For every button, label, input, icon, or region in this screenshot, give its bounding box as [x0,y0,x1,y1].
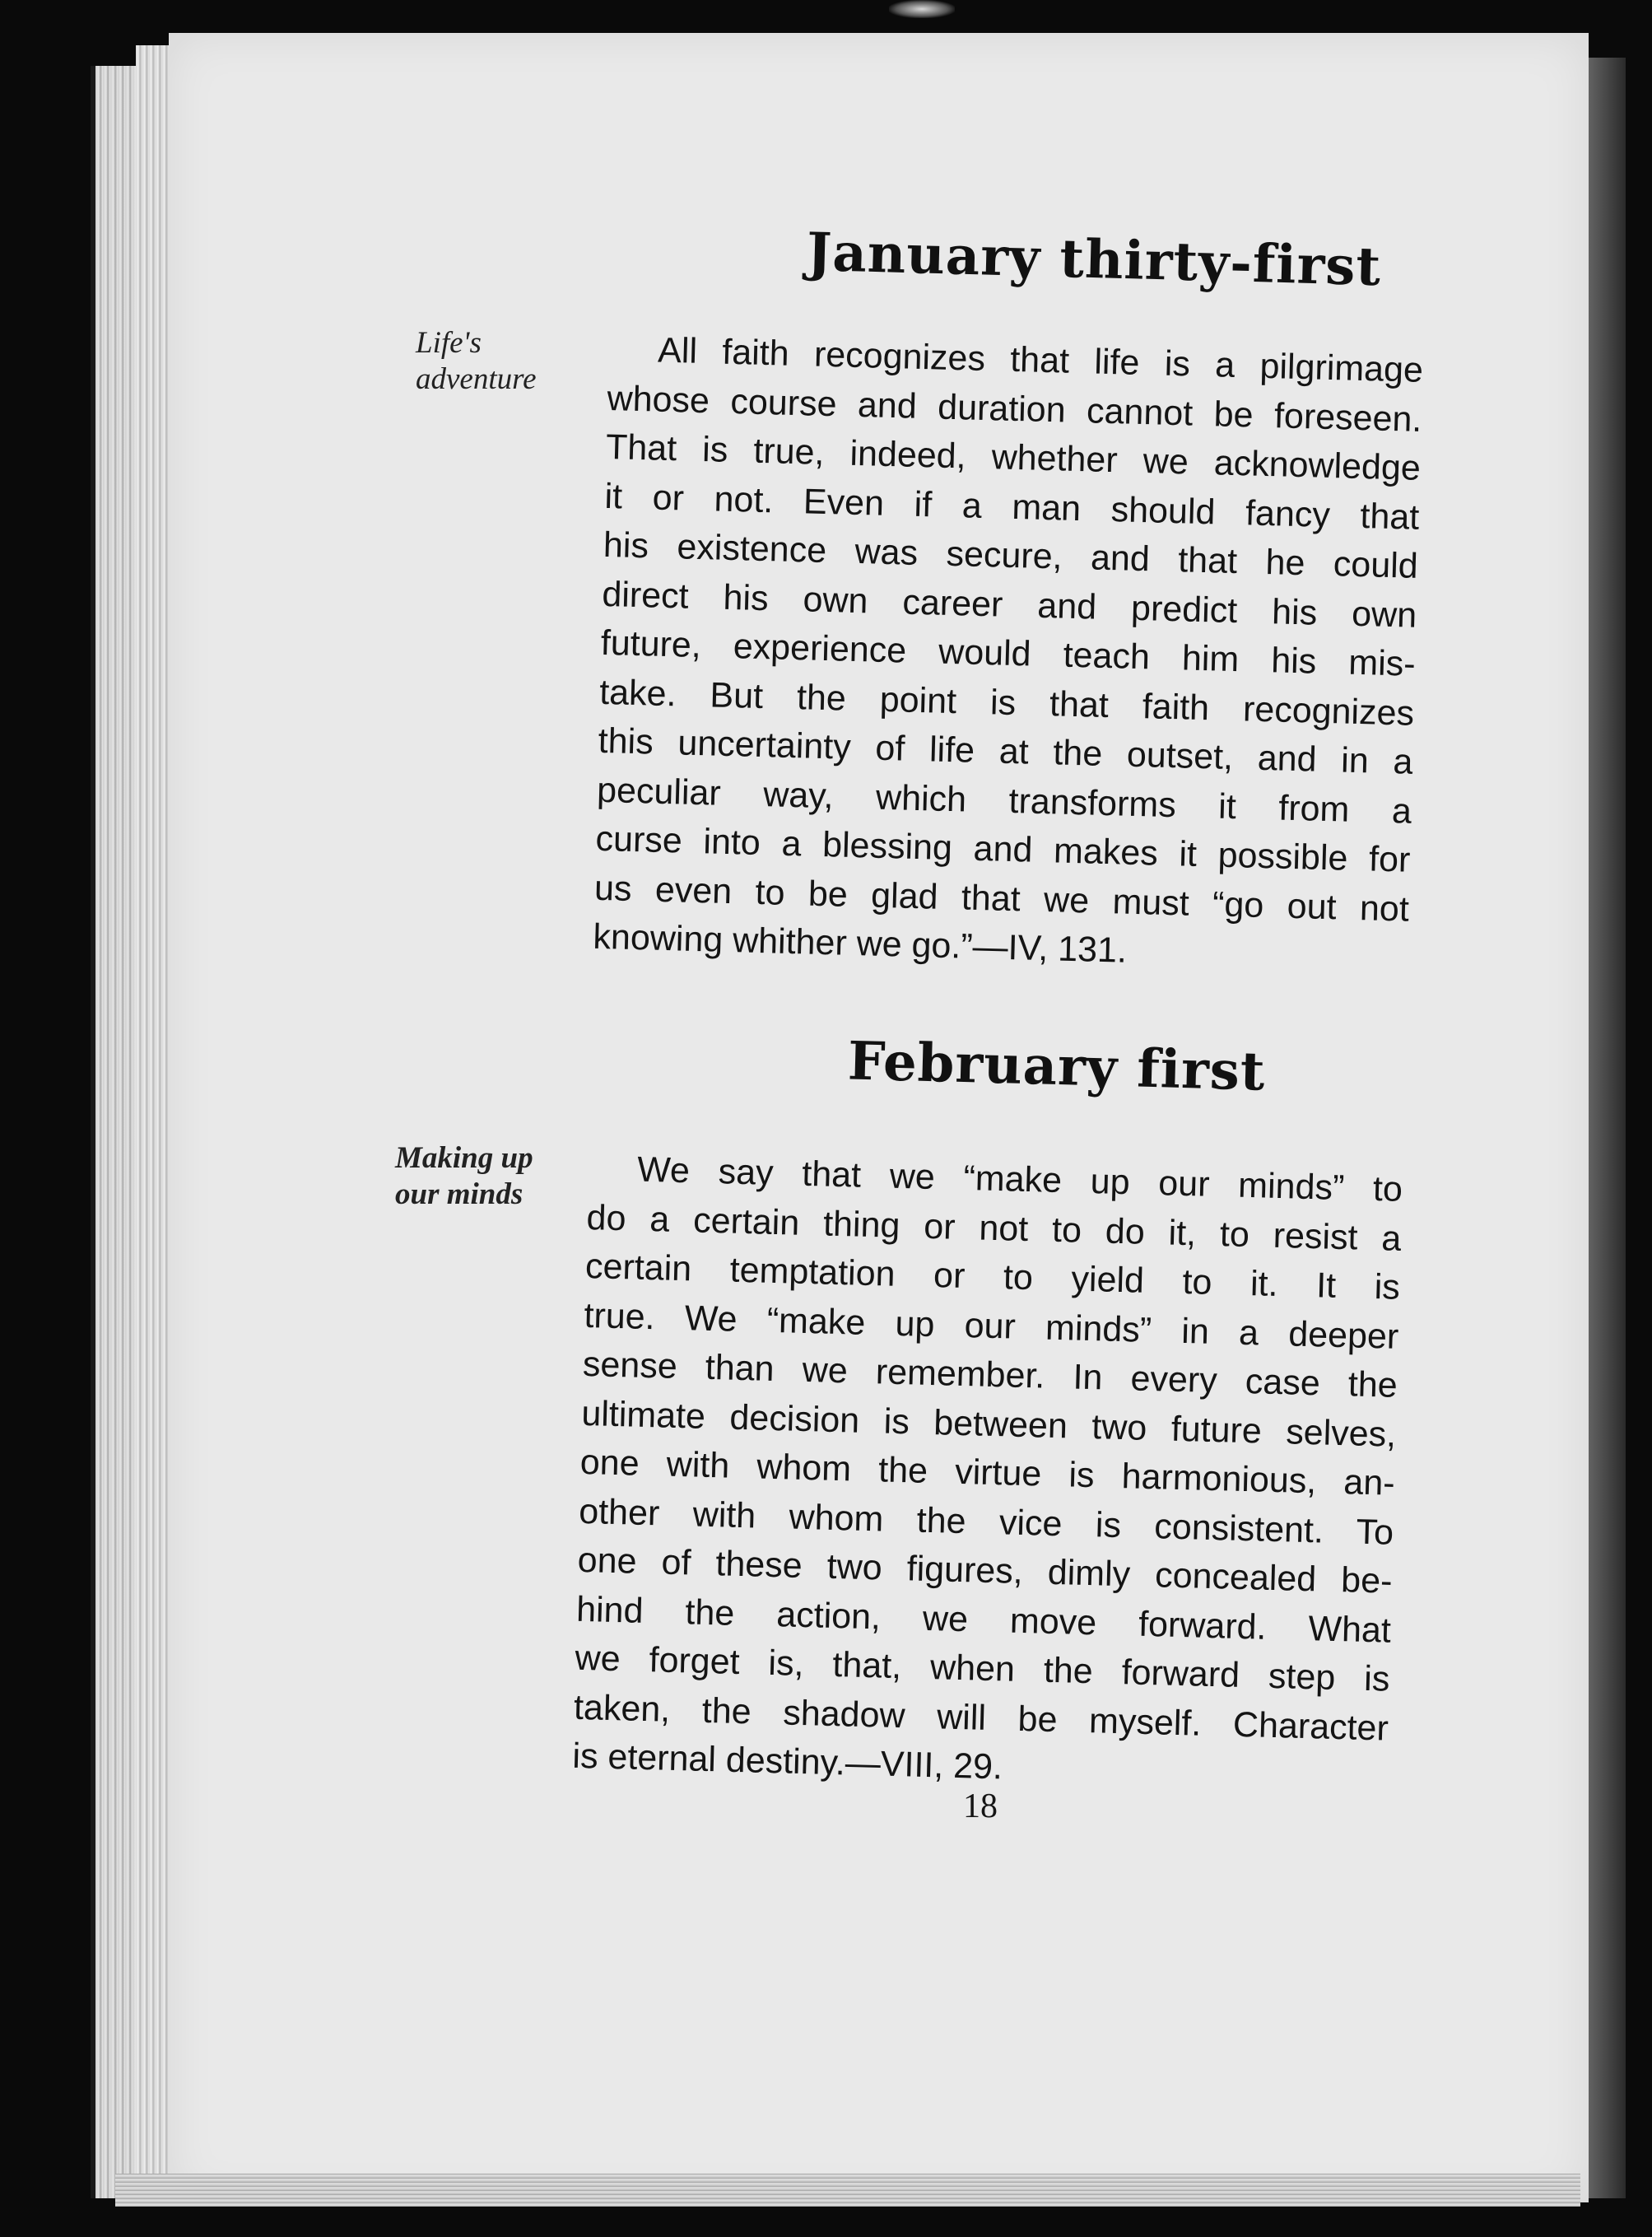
entry-paragraph-feb-1 [572,1144,1403,1802]
scan-glare [889,0,955,18]
margin-note-making-up-our-minds: Making up our minds [395,1141,533,1211]
text-line: other with whom the vice is consistent. To [578,1491,1394,1553]
text-line: hind the action, we move forward. What [575,1589,1392,1651]
text-line: true. We “make up our minds” in a deeper [583,1295,1399,1357]
text-line: us even to be glad that we must “go out not [593,868,1410,930]
text-line: peculiar way, which transforms it from a [596,770,1412,832]
text-line: All faith recognizes that life is a pilgrimage [657,330,1424,390]
text-line: one of these two figures, dimly concealed be- [577,1540,1394,1601]
text-line: certain temptation or to yield to it. It is [584,1246,1401,1307]
text-line: We say that we “make up our minds” to [636,1149,1403,1209]
text-line: ultimate decision is between two future selves, [580,1393,1397,1455]
text-line: taken, the shadow will be myself. Character [573,1687,1389,1749]
text-line: do a certain thing or not to do it, to resist a [586,1197,1402,1259]
text-line: sense than we remember. In every case the [582,1344,1398,1405]
entry-heading-feb-1: February first [847,1030,1267,1103]
text-line: his existence was secure, and that he could [603,524,1419,586]
page-number: 18 [963,1787,998,1825]
margin-note-lifes-adventure: Life's adventure [416,326,537,396]
text-line: it or not. Even if a man should fancy that [603,476,1420,538]
text-line: this uncertainty of life at the outset, and in a [598,720,1414,782]
text-line: That is true, indeed, whether we acknowledge [605,426,1422,488]
text-line: direct his own career and predict his own [601,574,1417,636]
text-line: whose course and duration cannot be foreseen. [607,378,1422,440]
text-line: is eternal destiny.—VIII, 29. [571,1736,1003,1787]
text-line: knowing whither we go.”—IV, 131. [592,916,1128,971]
entry-paragraph-jan-31 [593,325,1424,983]
text-line: we forget is, that, when the forward step is [575,1638,1390,1699]
text-line: one with whom the virtue is harmonious, an- [579,1442,1396,1503]
page-edges-bottom [115,2174,1580,2207]
text-line: future, experience would teach him his mis- [600,622,1417,684]
text-line: take. But the point is that faith recognizes [598,672,1415,734]
text-line: curse into a blessing and makes it possible for [595,818,1411,880]
entry-heading-jan-31: January thirty-first [806,221,1382,299]
